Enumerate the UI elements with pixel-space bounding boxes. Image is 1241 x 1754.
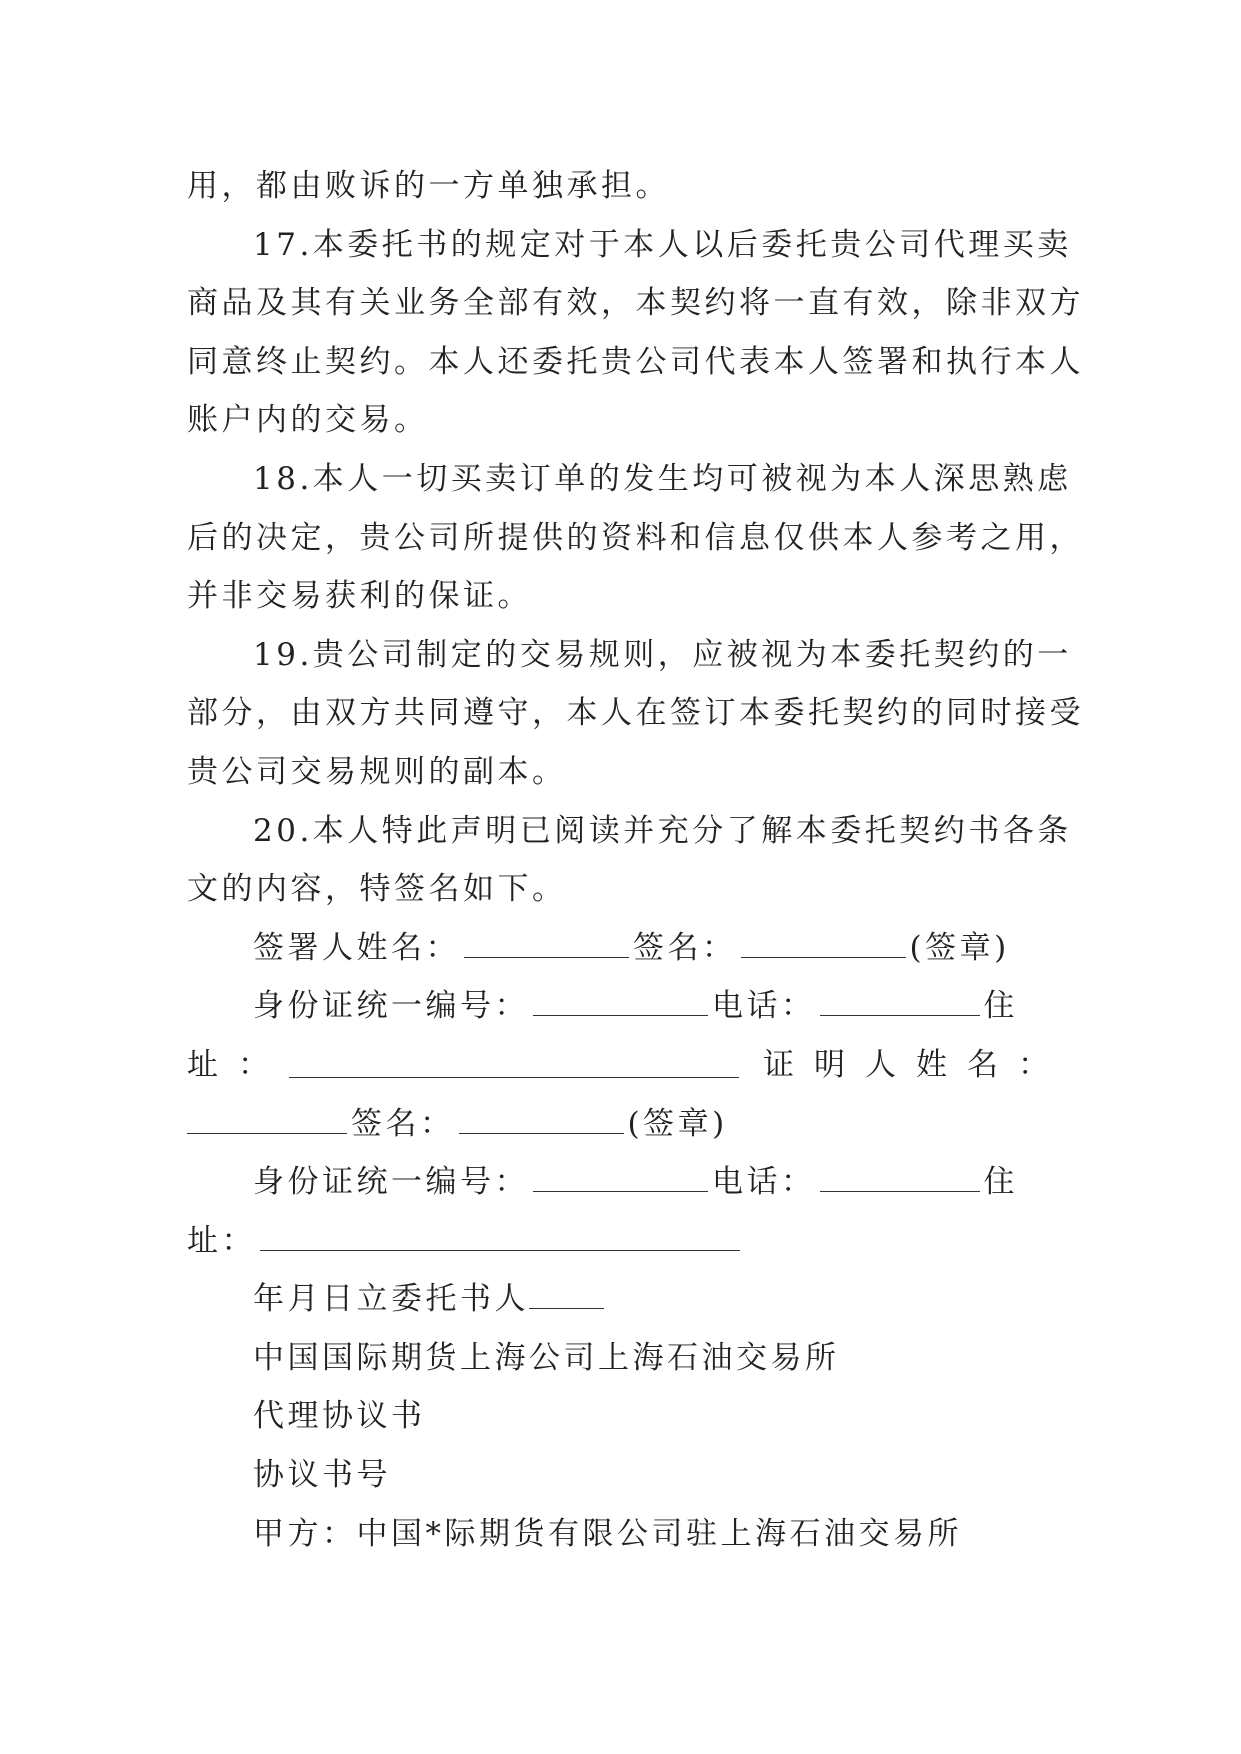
signer-name-row	[187, 919, 1049, 978]
clause-17-line-4: 账户内的交易。	[187, 402, 429, 439]
signer-phone-label: 电话：	[712, 988, 816, 1025]
witness-label-char-5: 名	[967, 1046, 998, 1083]
document-page	[187, 157, 1084, 1563]
witness-name-row	[187, 1095, 1049, 1154]
witness-id-label: 身份证统一编号：	[253, 1164, 529, 1201]
witness-seal-label: (签章)	[627, 1105, 728, 1142]
signer-id-label: 身份证统一编号：	[253, 988, 529, 1025]
agreement-number: 协议书号	[253, 1457, 391, 1494]
signer-id-row	[187, 977, 1049, 1036]
witness-label-char-4: 姓	[916, 1046, 947, 1083]
witness-id-row	[187, 1153, 1049, 1212]
witness-address-blank[interactable]	[260, 1226, 740, 1251]
clause-19-line-3: 贵公司交易规则的副本。	[187, 753, 567, 790]
witness-address-label: 址：	[187, 1222, 256, 1259]
witness-label-char-1: 证	[763, 1046, 794, 1083]
witness-name-blank[interactable]	[187, 1109, 347, 1134]
witness-label-char-3: 人	[865, 1046, 896, 1083]
signer-name-label: 签署人姓名：	[253, 929, 460, 966]
clause-17-line-2: 商品及其有关业务全部有效，本契约将一直有效，除非双方	[187, 285, 1084, 322]
signer-address-blank[interactable]	[289, 1053, 739, 1078]
signer-signature-blank[interactable]	[741, 933, 906, 958]
witness-label-char-2: 明	[814, 1046, 845, 1083]
clause-18-line-1: 18.本人一切买卖订单的发生均可被视为本人深思熟虑	[253, 460, 1072, 497]
agreement-title: 代理协议书	[253, 1398, 426, 1435]
clause-20-line-2: 文的内容，特签名如下。	[187, 871, 567, 908]
clause-18-line-3: 并非交易获利的保证。	[187, 578, 532, 615]
signer-seal-label: (签章)	[909, 929, 1010, 966]
witness-address-char: 住	[983, 1164, 1018, 1201]
signer-id-blank[interactable]	[533, 991, 708, 1016]
signer-phone-blank[interactable]	[820, 991, 980, 1016]
signer-signature-label: 签名：	[633, 929, 737, 966]
date-line	[187, 1270, 1049, 1329]
clause-19-line-1: 19.贵公司制定的交易规则，应被视为本委托契约的一	[253, 636, 1072, 673]
witness-phone-label: 电话：	[712, 1164, 816, 1201]
paragraph-16-tail: 用，都由败诉的一方单独承担。	[187, 168, 670, 204]
signer-address-char-2: 址	[187, 1046, 218, 1083]
witness-id-blank[interactable]	[533, 1167, 708, 1192]
principal-name-blank[interactable]	[529, 1284, 604, 1309]
clause-20-line-1: 20.本人特此声明已阅读并充分了解本委托契约书各条	[253, 812, 1072, 849]
address-witness-row	[187, 1036, 1049, 1095]
clause-19-line-2: 部分，由双方共同遵守，本人在签订本委托契约的同时接受	[187, 695, 1084, 732]
witness-label-colon: ：	[1018, 1046, 1049, 1083]
witness-phone-blank[interactable]	[820, 1167, 980, 1192]
witness-signature-blank[interactable]	[459, 1109, 624, 1134]
clause-17-line-1: 17.本委托书的规定对于本人以后委托贵公司代理买卖	[253, 226, 1072, 263]
signer-address-colon: ：	[238, 1046, 269, 1083]
date-line-text: 年月日立委托书人	[253, 1281, 529, 1318]
party-a-line: 甲方：中国*际期货有限公司驻上海石油交易所	[253, 1515, 962, 1552]
clause-18-line-2: 后的决定，贵公司所提供的资料和信息仅供本人参考之用，	[187, 519, 1084, 556]
signer-address-char: 住	[983, 988, 1018, 1025]
witness-address-row	[187, 1212, 1049, 1271]
exchange-line: 中国国际期货上海公司上海石油交易所	[253, 1339, 840, 1376]
clause-17-line-3: 同意终止契约。本人还委托贵公司代表本人签署和执行本人	[187, 343, 1084, 380]
witness-signature-label: 签名：	[351, 1105, 455, 1142]
signer-name-blank[interactable]	[464, 933, 629, 958]
